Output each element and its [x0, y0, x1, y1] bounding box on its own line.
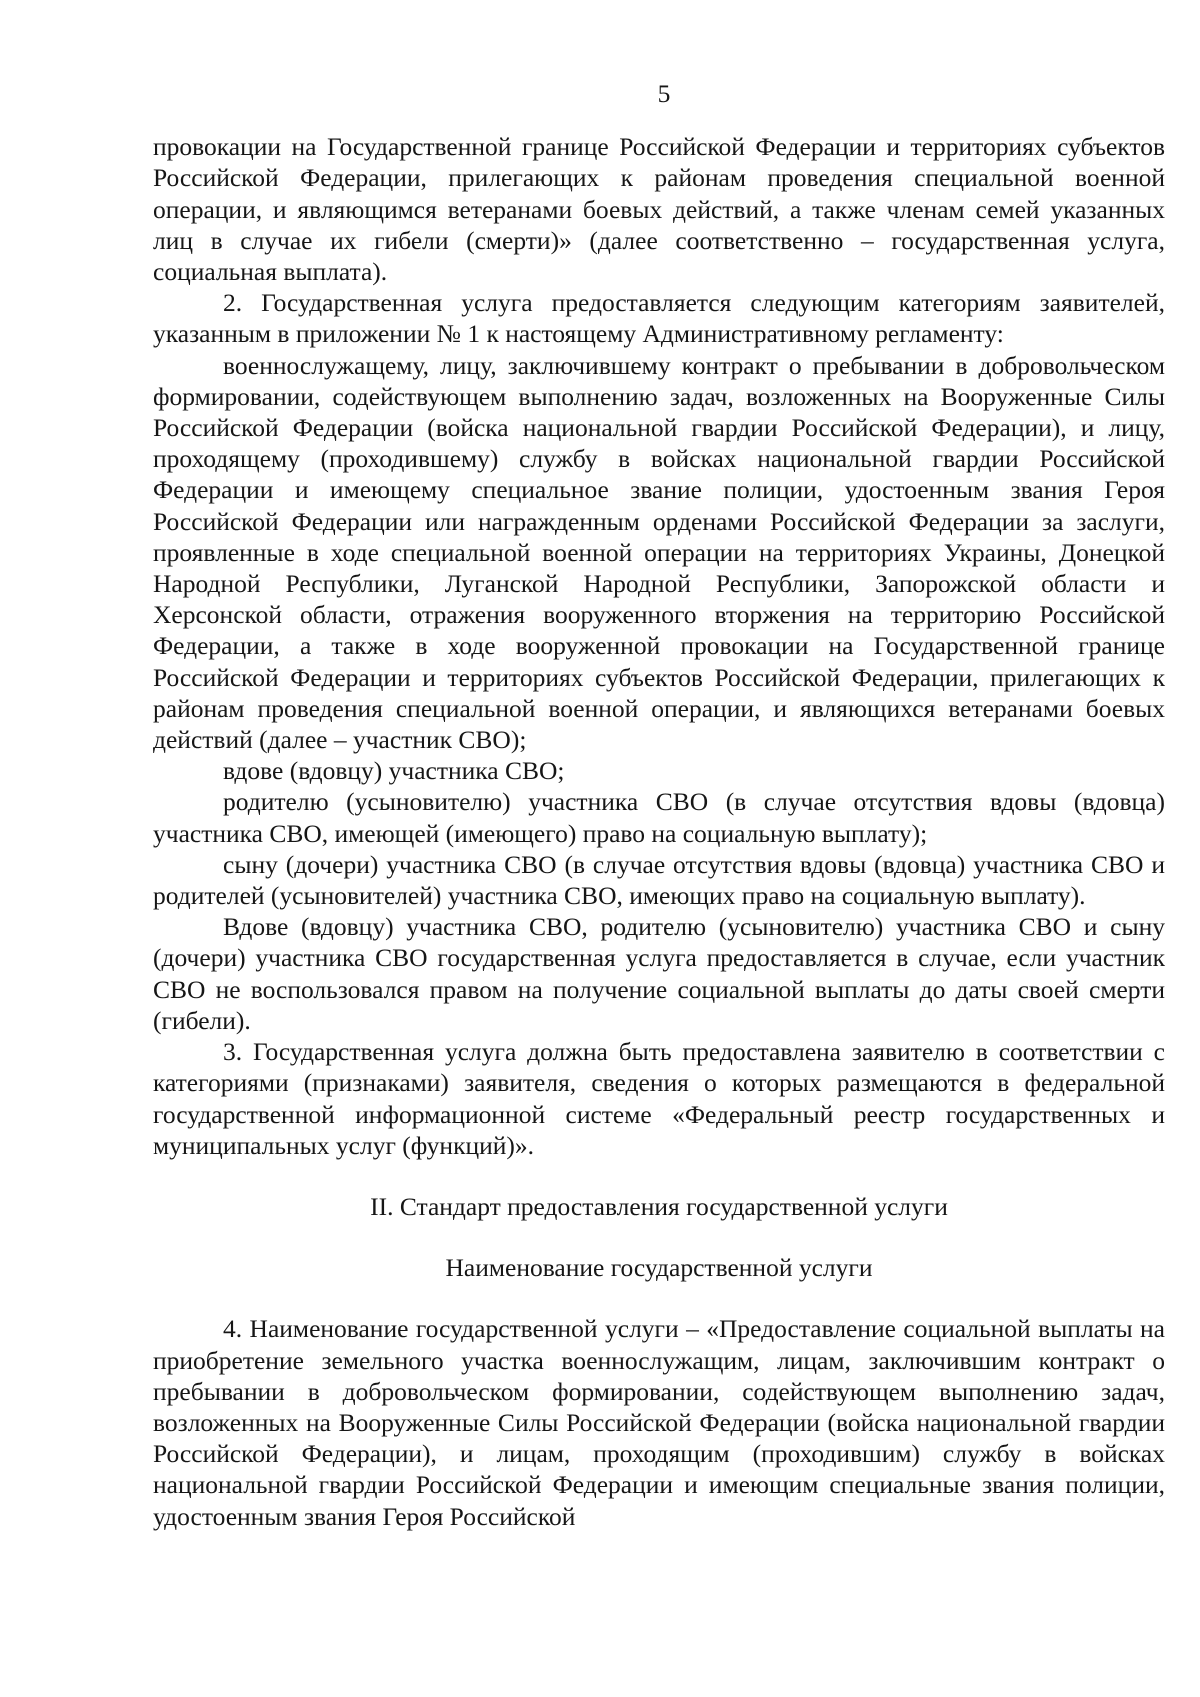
paragraph-condition: Вдове (вдовцу) участника СВО, родителю (усыновителю) участника СВО и сыну (дочери) участника СВО государственная услуга предоставляется в случае, если участник СВО не воспользовался правом на получение социальной выплаты до даты своей смерти (гибели). — [153, 912, 1165, 1035]
paragraph-applicant-child: сыну (дочери) участника СВО (в случае отсутствия вдовы (вдовца) участника СВО и родителей (усыновителей) участника СВО, имеющих право на социальную выплату). — [153, 849, 1165, 911]
paragraph-item-2: 2. Государственная услуга предоставляется следующим категориям заявителей, указанным в приложении № 1 к настоящему Административному регламенту: — [153, 288, 1165, 349]
paragraph-continuation: провокации на Государственной границе Российской Федерации и территориях субъектов Российской Федерации, прилегающих к районам проведения специальной военной операции, и являющимся ветеранами боевых действий, а также членам семей указанных лиц в случае их гибели (смерти)» (далее соответственно – государственная услуга, социальная выплата). — [153, 132, 1165, 287]
paragraph-applicant-serviceman: военнослужащему, лицу, заключившему контракт о пребывании в добровольческом формировании, содействующем выполнению задач, возложенных на Вооруженные Силы Российской Федерации (войска национальной гвардии Российской Федерации), и лицу, проходящему (проходившему) службу в войсках национальной гвардии Российской Федерации и имеющему специальное звание полиции, удостоенным звания Героя Российской Федерации или награжденным орденами Российской Федерации за заслуги, проявленные в ходе специальной военной операции на территориях Украины, Донецкой Народной Республики, Луганской Народной Республики, Запорожской области и Херсонской области, отражения вооруженного вторжения на территорию Российской Федерации, а также в ходе вооруженной провокации на Государственной границе Российской Федерации и территориях субъектов Российской Федерации, прилегающих к районам проведения специальной военной операции, и являющихся ветеранами боевых действий (далее – участник СВО); — [153, 350, 1165, 755]
page-number: 5 — [657, 79, 671, 108]
paragraph-item-3: 3. Государственная услуга должна быть предоставлена заявителю в соответствии с категориями (признаками) заявителя, сведения о которых размещаются в федеральной государственной информационной системе «Федеральный реестр государственных и муниципальных услуг (функций)». — [153, 1037, 1165, 1160]
document-page — [153, 78, 1165, 1532]
section-heading: II. Стандарт предоставления государственной услуги — [370, 1191, 948, 1221]
paragraph-applicant-parent: родителю (усыновителю) участника СВО (в случае отсутствия вдовы (вдовца) участника СВО, имеющей (имеющего) право на социальную выплату); — [153, 787, 1165, 848]
paragraph-item-4: 4. Наименование государственной услуги – «Предоставление социальной выплаты на приобретение земельного участка военнослужащим, лицам, заключившим контракт о пребывании в добровольческом формировании, содействующем выполнению задач, возложенных на Вооруженные Силы Российской Федерации (войска национальной гвардии Российской Федерации), и лицам, проходящим (проходившим) службу в войсках национальной гвардии Российской Федерации и имеющим специальные звания полиции, удостоенным звания Героя Российской — [153, 1314, 1165, 1531]
subheading: Наименование государственной услуги — [445, 1253, 873, 1283]
paragraph-applicant-widow: вдове (вдовцу) участника СВО; — [223, 756, 565, 786]
